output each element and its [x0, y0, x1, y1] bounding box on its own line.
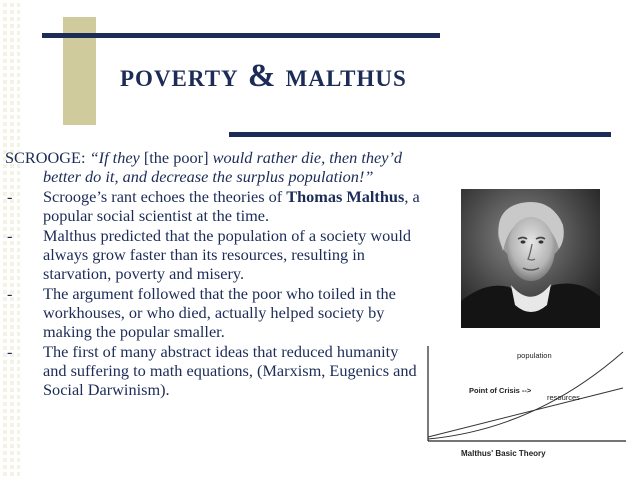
- bullet-bold-name: Thomas Malthus: [286, 187, 405, 206]
- resources-label: resources: [547, 393, 580, 402]
- graph-background: [425, 344, 629, 459]
- bullet-item: [5, 342, 420, 399]
- bullet-item: [5, 284, 420, 341]
- top-rule: [42, 33, 440, 38]
- malthus-graph: [425, 344, 629, 459]
- quote-part-1: “If they: [89, 148, 140, 167]
- bullet-text: Malthus predicted that the population of a society would always grow faster than its resources, resulting in starvation, poverty and misery.: [43, 226, 412, 283]
- bullet-text: The first of many abstract ideas that reduced humanity and suffering to math equations, (Marxism, Eugenics and Social Darwinism).: [43, 342, 417, 399]
- quote-speaker: SCROOGE:: [5, 148, 90, 167]
- malthus-portrait: [461, 189, 600, 328]
- bullet-text: The argument followed that the poor who toiled in the workhouses, or who died, actually helped society by making the popular smaller.: [43, 284, 396, 341]
- bullet-dash: -: [7, 342, 13, 361]
- bullet-dash: -: [7, 226, 13, 245]
- bullet-dash: -: [7, 284, 13, 303]
- bullet-item: [5, 226, 420, 283]
- population-label: population: [517, 351, 552, 360]
- bullet-item: [5, 187, 420, 225]
- quote-part-3: would rather die, then they’d better do it, and decrease the surplus population!”: [43, 148, 403, 186]
- crisis-label: Point of Crisis -->: [469, 386, 532, 395]
- bullet-text: , a popular social scientist at the time.: [43, 187, 420, 225]
- quote-part-2: [the poor]: [139, 148, 213, 167]
- bullet-dash: -: [7, 187, 13, 206]
- slide-body: [5, 148, 420, 400]
- graph-caption: Malthus' Basic Theory: [461, 449, 546, 458]
- scrooge-quote: [5, 148, 420, 186]
- title-underline: [229, 132, 611, 137]
- bullet-text: Scrooge’s rant echoes the theories of: [43, 187, 287, 206]
- slide-title: poverty & malthus: [120, 58, 407, 94]
